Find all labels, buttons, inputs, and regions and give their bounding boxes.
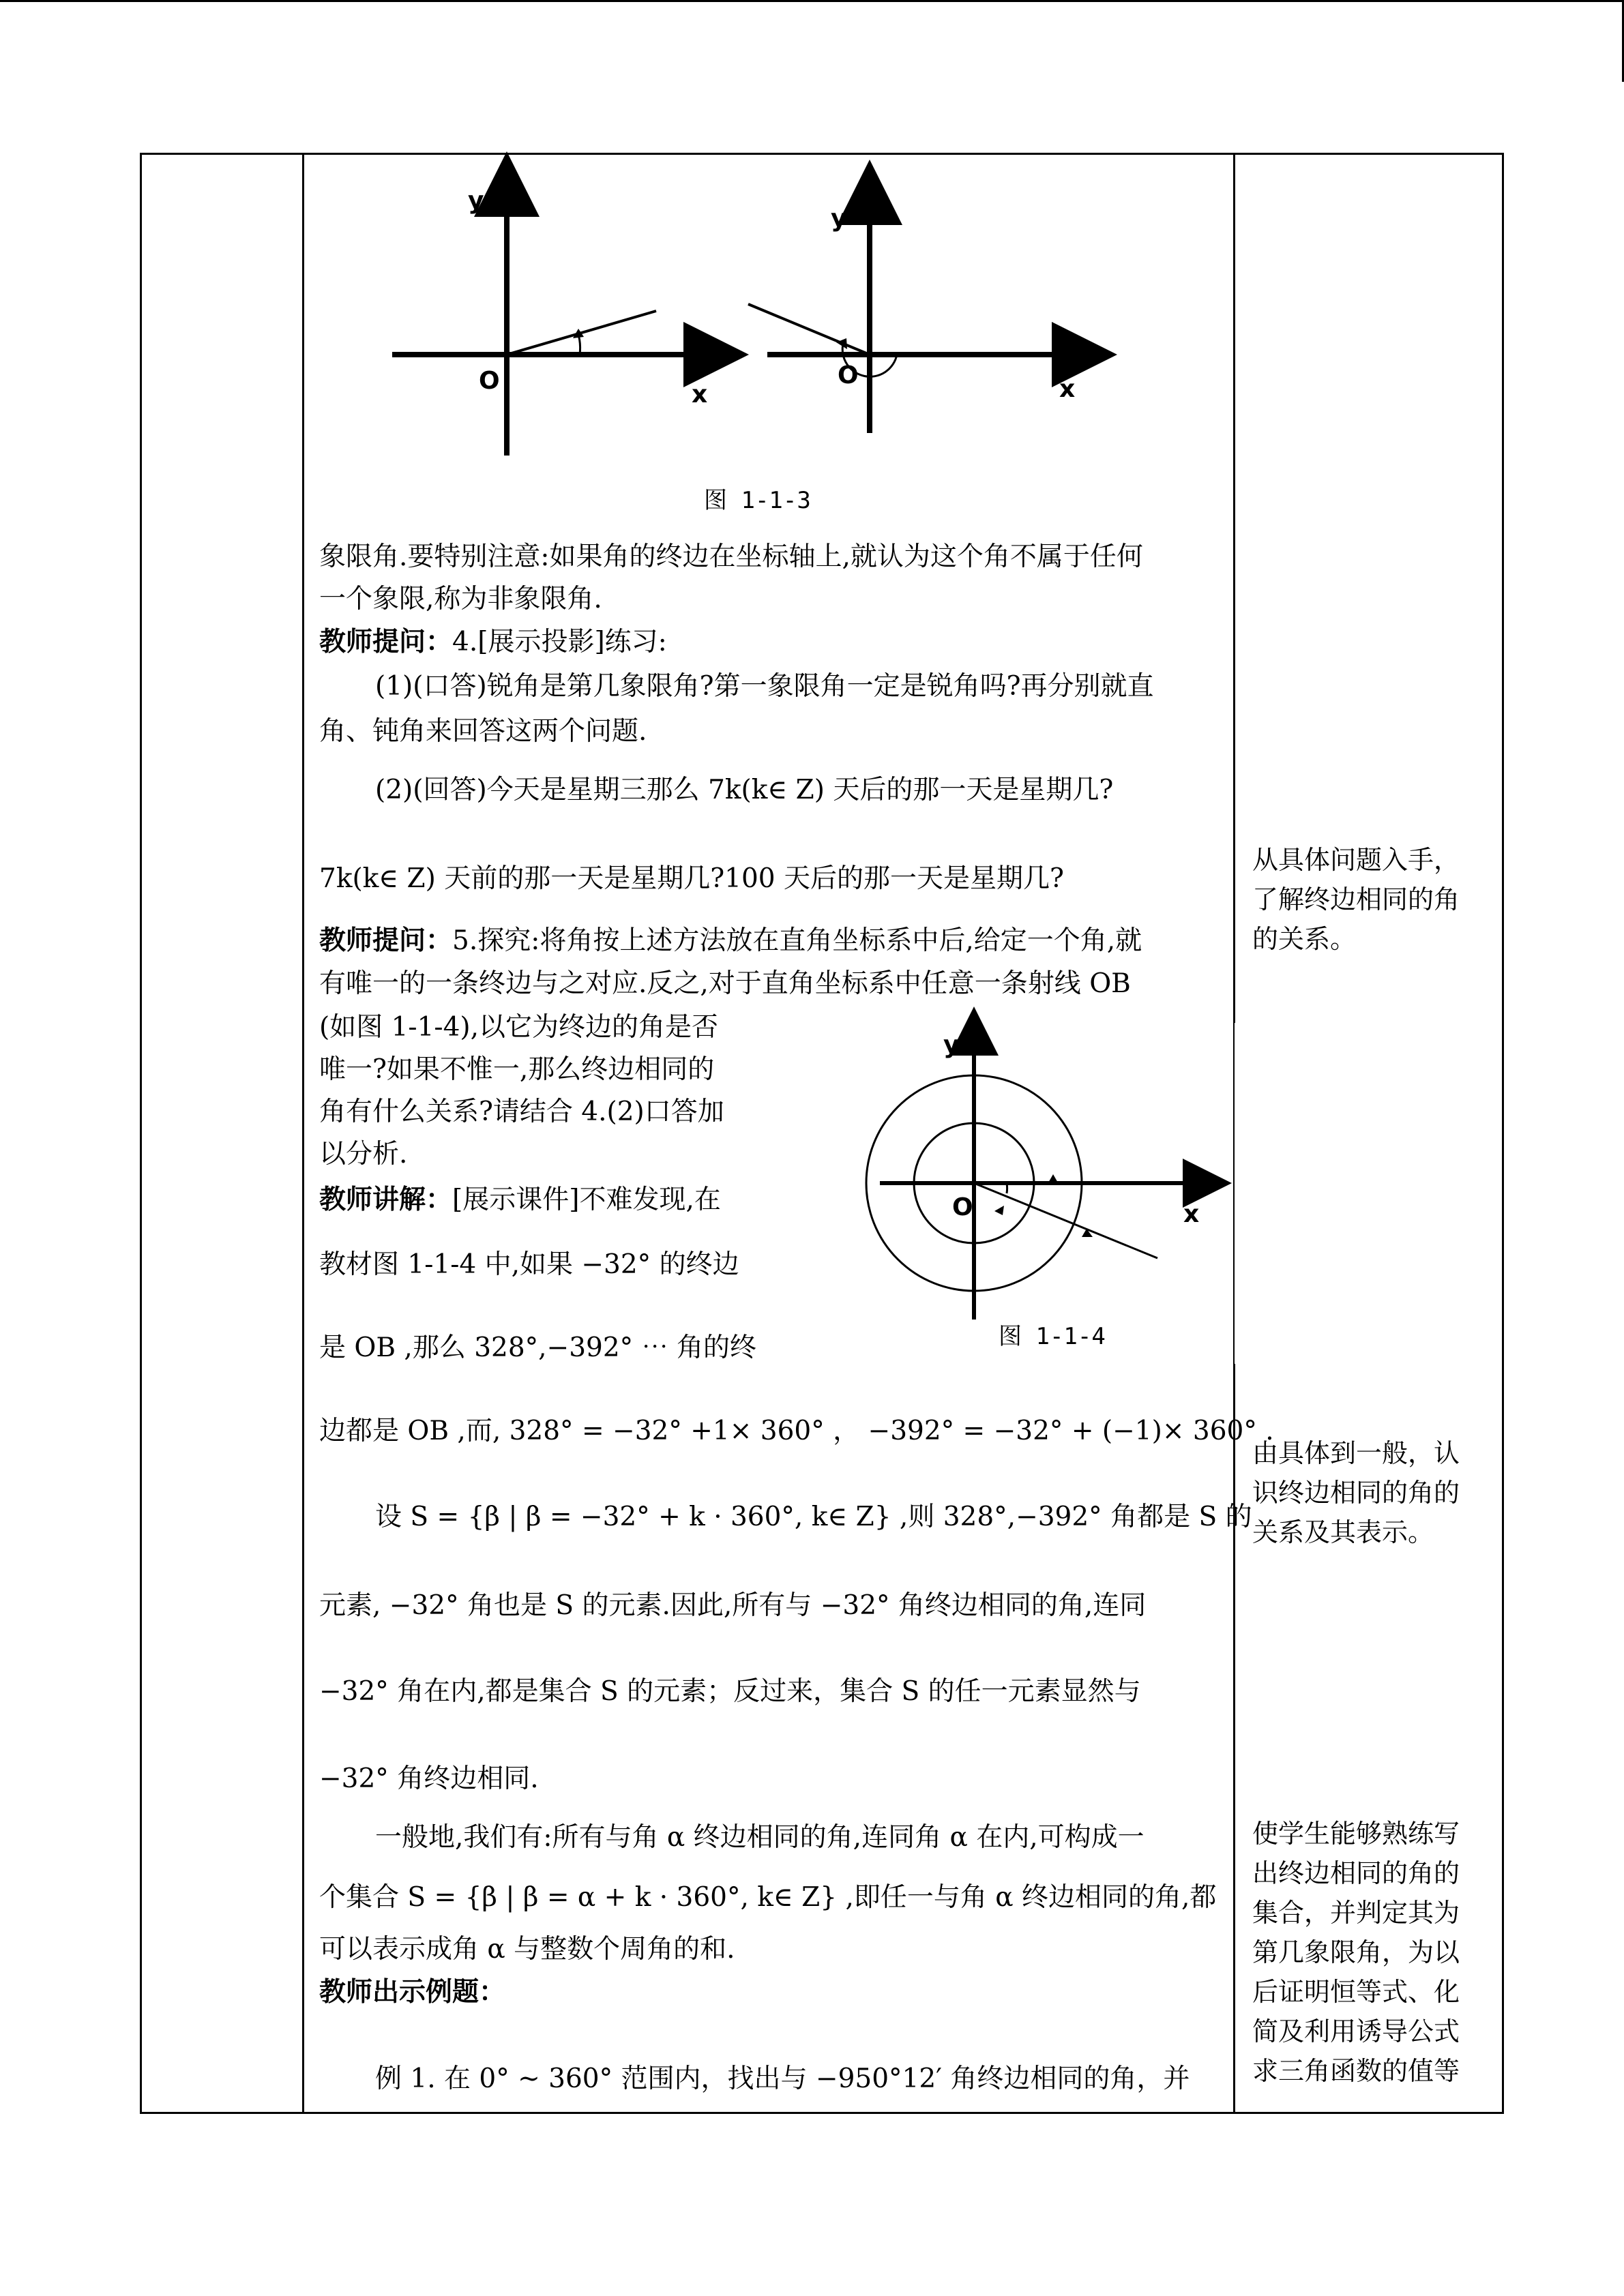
explanation-d: 边都是 OB ,而, 328° = −32° +1× 360° ， −392° = −32° + (−1)× 360° . (319, 1416, 1274, 1446)
set-c: −32° 角在内,都是集合 S 的元素；反过来，集合 S 的任一元素显然与 (319, 1676, 1141, 1707)
set-b: 元素, −32° 角也是 S 的元素.因此,所有与 −32° 角终边相同的角,连同 (319, 1590, 1147, 1621)
demo-label: 教师出示例题： (319, 1976, 506, 2008)
general-a: 一般地,我们有:所有与角 α 终边相同的角,连同角 α 在内,可构成一 (375, 1822, 1145, 1853)
question-4-2a: (2)(回答)今天是星期三那么 7k(k∈ Z) 天后的那一天是星期几? (375, 775, 1114, 805)
explanation (319, 1180, 721, 1220)
side-note-2-line: 关系及其表示。 (1252, 1517, 1434, 1547)
question-5-f: 以分析. (319, 1139, 408, 1169)
text-line-nonquadrant: 一个象限,称为非象限角. (319, 584, 602, 614)
fig114-origin-label: O (952, 1193, 973, 1221)
side-note-3-line: 求三角函数的值等 (1252, 2056, 1460, 2086)
question-4 (319, 622, 667, 662)
figure-1-1-3-caption: 图 1-1-3 (704, 487, 811, 514)
side-note-3-line: 出终边相同的角的 (1252, 1858, 1460, 1888)
side-note-3-line: 第几象限角，为以 (1252, 1937, 1460, 1967)
side-note-3-line: 集合，并判定其为 (1252, 1898, 1460, 1928)
set-definition: 设 S = {β | β = −32° + k · 360°, k∈ Z} ,则 328°,−392° 角都是 S 的 (375, 1502, 1252, 1532)
figure-1-1-4-caption: 图 1-1-4 (999, 1323, 1106, 1350)
set-d: −32° 角终边相同. (319, 1763, 539, 1794)
question-5-label: 教师提问： (319, 925, 453, 956)
side-note-3-line: 使学生能够熟练写 (1252, 1819, 1460, 1849)
question-5-c: (如图 1-1-4),以它为终边的角是否 (319, 1012, 719, 1043)
question-5-text: 5.探究:将角按上述方法放在直角坐标系中后,给定一个角,就 (452, 925, 1142, 956)
side-note-1-line: 的关系。 (1252, 924, 1357, 954)
figure-1-1-3 (382, 177, 1098, 464)
side-note-2 (1252, 1433, 1460, 1552)
fig113-left-origin-label: O (479, 367, 500, 395)
question-5-d: 唯一?如果不惟一,那么终边相同的 (319, 1054, 715, 1085)
fig114-y-label: y (943, 1031, 960, 1059)
fig113-left-x-label: x (692, 381, 708, 408)
figure-1-1-4 (873, 1023, 1241, 1330)
side-note-1-line: 从具体问题入手， (1252, 845, 1460, 875)
side-note-3 (1252, 1814, 1460, 2091)
side-note-3-line: 简及利用诱导公式 (1252, 2016, 1460, 2046)
question-5-b: 有唯一的一条终边与之对应.反之,对于直角坐标系中任意一条射线 OB (319, 968, 1131, 999)
fig114-x-label: x (1183, 1200, 1200, 1228)
text-line-quadrant: 象限角.要特别注意:如果角的终边在坐标轴上,就认为这个角不属于任何 (319, 541, 1143, 572)
figure-1-1-3-left (392, 184, 716, 456)
question-4-label: 教师提问： (319, 626, 453, 657)
explanation-label: 教师讲解： (319, 1184, 453, 1215)
explanation-c: 是 OB ,那么 328°,−392° ⋯ 角的终 (319, 1332, 756, 1363)
question-4-2b: 7k(k∈ Z) 天前的那一天是星期几?100 天后的那一天是星期几? (319, 863, 1064, 894)
question-5-e: 角有什么关系?请结合 4.(2)口答加 (319, 1097, 724, 1127)
fig113-right-x-label: x (1059, 375, 1076, 403)
question-4-1a: (1)(口答)锐角是第几象限角?第一象限角一定是锐角吗?再分别就直 (375, 671, 1154, 702)
fig113-right-origin-label: O (838, 361, 859, 389)
question-4-1b: 角、钝角来回答这两个问题. (319, 716, 647, 747)
side-note-2-line: 识终边相同的角的 (1252, 1478, 1460, 1508)
explanation-b: 教材图 1-1-4 中,如果 −32° 的终边 (319, 1249, 739, 1280)
figure-1-1-3-right (748, 192, 1084, 433)
question-4-text: 4.[展示投影]练习: (452, 627, 667, 657)
explanation-text: [展示课件]不难发现,在 (452, 1184, 721, 1215)
general-b: 个集合 S = {β | β = α + k · 360°, k∈ Z} ,即任一与角 α 终边相同的角,都 (319, 1882, 1217, 1913)
side-note-3-line: 后证明恒等式、化 (1252, 1977, 1460, 2007)
side-note-2-line: 由具体到一般，认 (1252, 1438, 1460, 1468)
example-1: 例 1. 在 0° ~ 360° 范围内，找出与 −950°12′ 角终边相同的角，并 (375, 2063, 1190, 2094)
question-5 (319, 921, 1142, 961)
general-c: 可以表示成角 α 与整数个周角的和. (319, 1934, 735, 1965)
page-top-rule (0, 0, 1624, 2)
column-divider-1 (302, 153, 304, 2114)
fig113-right-y-label: y (831, 205, 847, 233)
side-note-1-line: 了解终边相同的角 (1252, 884, 1460, 914)
fig113-left-y-label: y (468, 187, 484, 215)
side-note-1 (1252, 840, 1460, 959)
divider-gap (1235, 1023, 1240, 1364)
